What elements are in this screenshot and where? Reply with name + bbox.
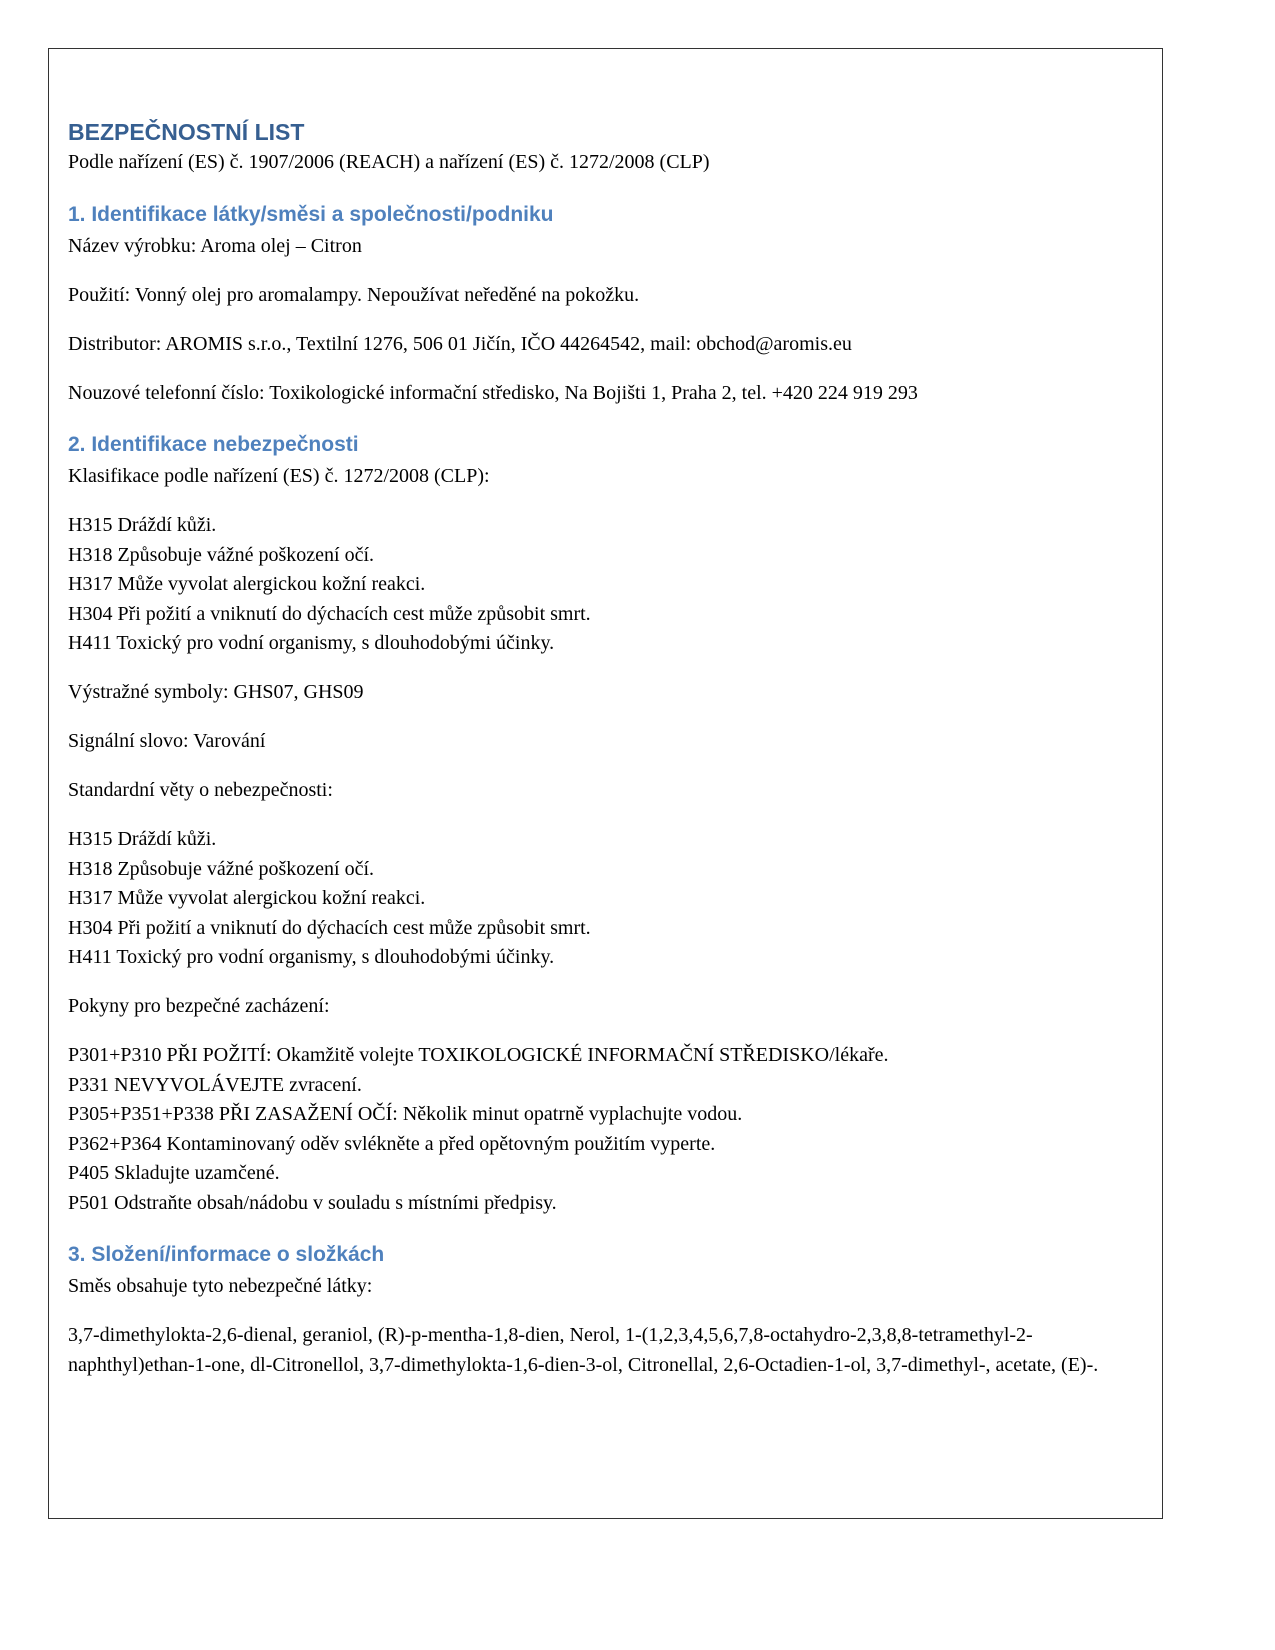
composition-intro: Směs obsahuje tyto nebezpečné látky: bbox=[68, 1275, 373, 1297]
distributor: Distributor: AROMIS s.r.o., Textilní 1276, 506 01 Jičín, IČO 44264542, mail: obchod@aromis.eu bbox=[68, 332, 852, 355]
hazard-statement: H411 Toxický pro vodní organismy, s dlouhodobými účinky. bbox=[68, 946, 555, 968]
precaution-statement: P331 NEVYVOLÁVEJTE zvracení. bbox=[68, 1073, 362, 1096]
hazard-statement: H411 Toxický pro vodní organismy, s dlouhodobými účinky. bbox=[68, 632, 555, 654]
precaution-statement: P501 Odstraňte obsah/nádobu v souladu s místními předpisy. bbox=[68, 1191, 557, 1214]
document-title: BEZPEČNOSTNÍ LIST bbox=[68, 119, 305, 145]
emergency-phone: Nouzové telefonní číslo: Toxikologické informační středisko, Na Bojišti 1, Praha 2, tel. +420 224 919 293 bbox=[68, 381, 918, 404]
hazard-statement: H317 Může vyvolat alergickou kožní reakci. bbox=[68, 887, 426, 909]
warning-symbols: Výstražné symboly: GHS07, GHS09 bbox=[68, 681, 364, 703]
substance-list: 3,7-dimethylokta-2,6-dienal, geraniol, (R)-p-mentha-1,8-dien, Nerol, 1-(1,2,3,4,5,6,7,8-octahydro-2,3,8,8-tetramethyl-2-naphthyl)ethan-1-one, dl-Citronellol, 3,7-dimethylokta-1,6-dien-3-ol, Citronellal, 2,6-Octadien-1-ol, 3,7-dimethyl-, acetate, (E)-. bbox=[68, 1324, 1099, 1376]
hazard-list-classification bbox=[68, 511, 1148, 659]
hazard-statement: H304 Při požití a vniknutí do dýchacích cest může způsobit smrt. bbox=[68, 916, 591, 939]
document-body bbox=[68, 116, 1148, 1380]
precaution-statement: P301+P310 PŘI POŽITÍ: Okamžitě volejte TOXIKOLOGICKÉ INFORMAČNÍ STŘEDISKO/lékaře. bbox=[68, 1044, 889, 1066]
hazard-statement: H315 Dráždí kůži. bbox=[68, 514, 217, 536]
classification-label: Klasifikace podle nařízení (ES) č. 1272/2008 (CLP): bbox=[68, 465, 490, 487]
section-2-heading: 2. Identifikace nebezpečnosti bbox=[68, 433, 359, 456]
precautions-label: Pokyny pro bezpečné zacházení: bbox=[68, 995, 330, 1017]
hazard-statement: H315 Dráždí kůži. bbox=[68, 828, 217, 850]
precaution-list bbox=[68, 1041, 1148, 1218]
precaution-statement: P405 Skladujte uzamčené. bbox=[68, 1162, 280, 1184]
regulation-subtitle: Podle nařízení (ES) č. 1907/2006 (REACH) a nařízení (ES) č. 1272/2008 (CLP) bbox=[68, 151, 710, 173]
section-3-heading: 3. Složení/informace o složkách bbox=[68, 1243, 385, 1266]
product-name: Název výrobku: Aroma olej – Citron bbox=[68, 234, 362, 257]
section-1-heading: 1. Identifikace látky/směsi a společnosti/podniku bbox=[68, 202, 554, 226]
hazard-statement: H318 Způsobuje vážné poškození očí. bbox=[68, 543, 375, 566]
hazard-statement: H318 Způsobuje vážné poškození očí. bbox=[68, 857, 375, 880]
hazard-statement: H304 Při požití a vniknutí do dýchacích cest může způsobit smrt. bbox=[68, 602, 591, 625]
signal-word: Signální slovo: Varování bbox=[68, 730, 266, 752]
precaution-statement: P305+P351+P338 PŘI ZASAŽENÍ OČÍ: Několik minut opatrně vyplachujte vodou. bbox=[68, 1103, 743, 1125]
hazard-statement: H317 Může vyvolat alergickou kožní reakci. bbox=[68, 573, 426, 595]
standard-statements-label: Standardní věty o nebezpečnosti: bbox=[68, 779, 333, 801]
product-use: Použití: Vonný olej pro aromalampy. Nepoužívat neředěné na pokožku. bbox=[68, 283, 640, 306]
hazard-list-standard bbox=[68, 825, 1148, 973]
precaution-statement: P362+P364 Kontaminovaný oděv svlékněte a před opětovným použitím vyperte. bbox=[68, 1132, 716, 1155]
